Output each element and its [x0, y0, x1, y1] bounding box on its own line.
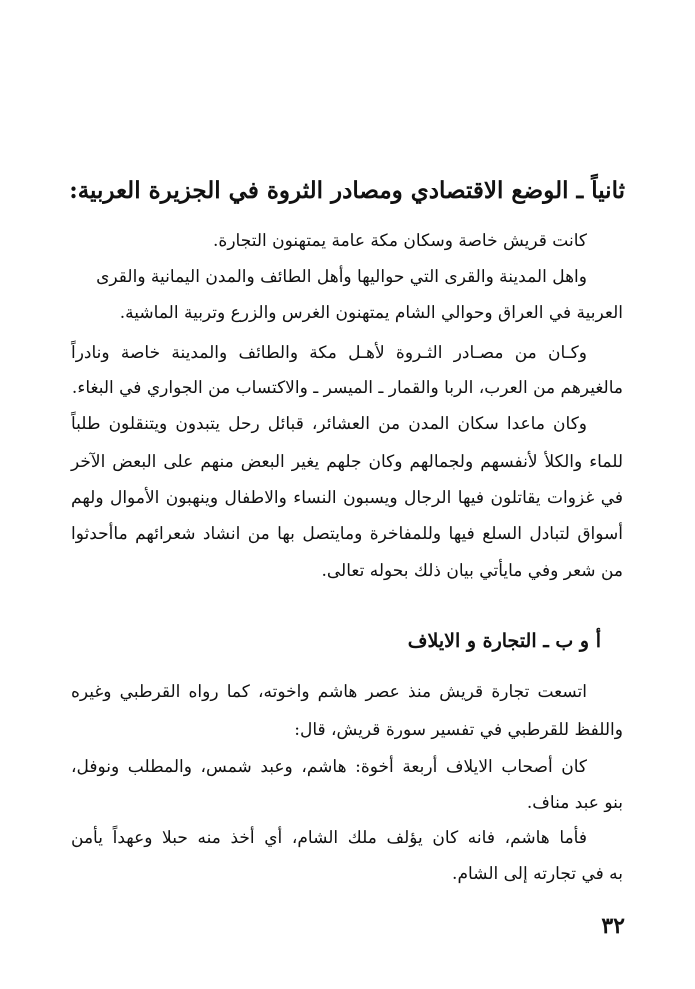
paragraph-line: بنو عبد مناف. — [526, 793, 623, 813]
paragraph-line: كانت قريش خاصة وسكان مكة عامة يمتهنون التجارة. — [213, 231, 587, 251]
paragraph-line: فأما هاشم، فانه كان يؤلف ملك الشام، أي أخذ منه حبلا وعهداً يأمن — [71, 828, 587, 848]
paragraph-line: واللفظ للقرطبي في تفسير سورة قريش، قال: — [294, 720, 623, 740]
paragraph-line: مالغيرهم من العرب، الربا والقمار ـ الميسر ـ والاكتساب من الجواري في البغاء. — [71, 378, 623, 398]
paragraph-line: العربية في العراق وحوالي الشام يمتهنون الغرس والزرع وتربية الماشية. — [119, 303, 623, 323]
paragraph-line: للماء والكلأ لأنفسهم ولجمالهم وكان جلهم يغير البعض منهم على البعض الآخر — [71, 452, 623, 472]
paragraph-line: وكـان من مصـادر الثـروة لأهـل مكة والطائف والمدينة خاصة ونادراً — [71, 343, 587, 363]
paragraph-line: واهل المدينة والقرى التي حواليها وأهل الطائف والمدن اليمانية والقرى — [96, 267, 587, 287]
subsection-heading: أ و ب ـ التجارة و الايلاف — [407, 630, 601, 652]
paragraph-line: أسواق لتبادل السلع فيها وللمفاخرة ومايتصل بها من انشاد شعرائهم ماأحدثوا — [71, 524, 623, 544]
paragraph-line: به في تجارته إلى الشام. — [452, 864, 623, 884]
paragraph-line: كان أصحاب الايلاف أربعة أخوة: هاشم، وعبد شمس، والمطلب ونوفل، — [71, 757, 587, 777]
paragraph-line: وكان ماعدا سكان المدن من العشائر، قبائل رحل يتبدون ويتنقلون طلباً — [71, 414, 587, 434]
paragraph-line: اتسعت تجارة قريش منذ عصر هاشم واخوته، كما رواه القرطبي وغيره — [71, 682, 587, 702]
page-number: ٣٢ — [601, 913, 625, 939]
section-heading: ثانياً ـ الوضع الاقتصادي ومصادر الثروة في الجزيرة العربية: — [69, 177, 625, 204]
paragraph-line: من شعر وفي مايأتي بيان ذلك بحوله تعالى. — [321, 561, 623, 581]
paragraph-line: في غزوات يقاتلون فيها الرجال ويسبون النساء والاطفال وينهبون الأموال ولهم — [71, 488, 623, 508]
